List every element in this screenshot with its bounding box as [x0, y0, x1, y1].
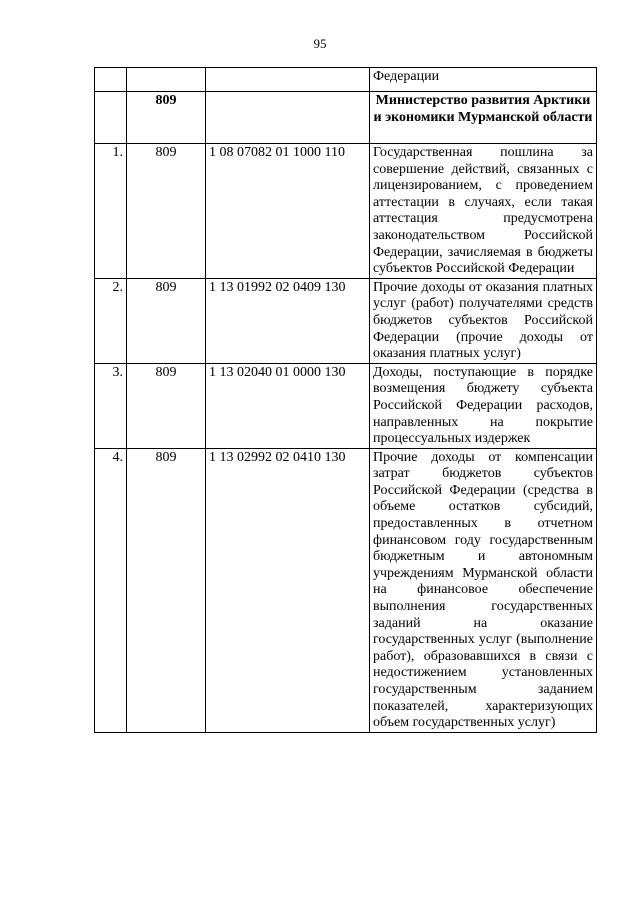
description-cell: Федерации: [370, 68, 597, 92]
table-row: [95, 363, 597, 448]
table-row-ministry: [95, 92, 597, 144]
admin-code-cell: 809: [127, 144, 206, 279]
row-number-cell: [95, 68, 127, 92]
row-number-cell: 3.: [95, 363, 127, 448]
description-cell: Прочие доходы от оказания платных услуг (работ) получателями средств бюджетов субъектов Российской Федерации (прочие доходы от оказания платных услуг): [370, 278, 597, 363]
income-code-cell: 1 13 02992 02 0410 130: [206, 448, 370, 732]
ministry-name-cell: Министерство развития Арктики и экономики Мурманской области: [370, 92, 597, 144]
admin-code-cell: 809: [127, 92, 206, 144]
income-codes-table: [94, 67, 597, 733]
row-number-cell: 1.: [95, 144, 127, 279]
income-code-cell: 1 13 01992 02 0409 130: [206, 278, 370, 363]
income-code-cell: 1 08 07082 01 1000 110: [206, 144, 370, 279]
row-number-cell: [95, 92, 127, 144]
table-row-continuation: [95, 68, 597, 92]
admin-code-cell: 809: [127, 448, 206, 732]
table-row: [95, 448, 597, 732]
description-cell: Государственная пошлина за совершение действий, связанных с лицензированием, с проведением аттестации в случаях, если такая аттестация предусмотрена законодательством Российской Федерации, зачисляемая в бюджеты субъектов Российской Федерации: [370, 144, 597, 279]
row-number-cell: 4.: [95, 448, 127, 732]
row-number-cell: 2.: [95, 278, 127, 363]
table-row: [95, 278, 597, 363]
admin-code-cell: 809: [127, 363, 206, 448]
description-cell: Доходы, поступающие в порядке возмещения бюджету субъекта Российской Федерации расходов, направленных на покрытие процессуальных издержек: [370, 363, 597, 448]
income-code-cell: 1 13 02040 01 0000 130: [206, 363, 370, 448]
table-row: [95, 144, 597, 279]
admin-code-cell: 809: [127, 278, 206, 363]
admin-code-cell: [127, 68, 206, 92]
income-code-cell: [206, 92, 370, 144]
income-code-cell: [206, 68, 370, 92]
description-cell: Прочие доходы от компенсации затрат бюджетов субъектов Российской Федерации (средства в объеме остатков субсидий, предоставленных в отчетном финансовом году государственным бюджетным и автономным учреждениям Мурманской области на финансовое обеспечение выполнения государственных заданий на оказание государственных услуг (выполнение работ), образовавшихся в связи с недостижением установленных государственным заданием показателей, характеризующих объем государственных услуг): [370, 448, 597, 732]
page-number: 95: [313, 36, 327, 51]
